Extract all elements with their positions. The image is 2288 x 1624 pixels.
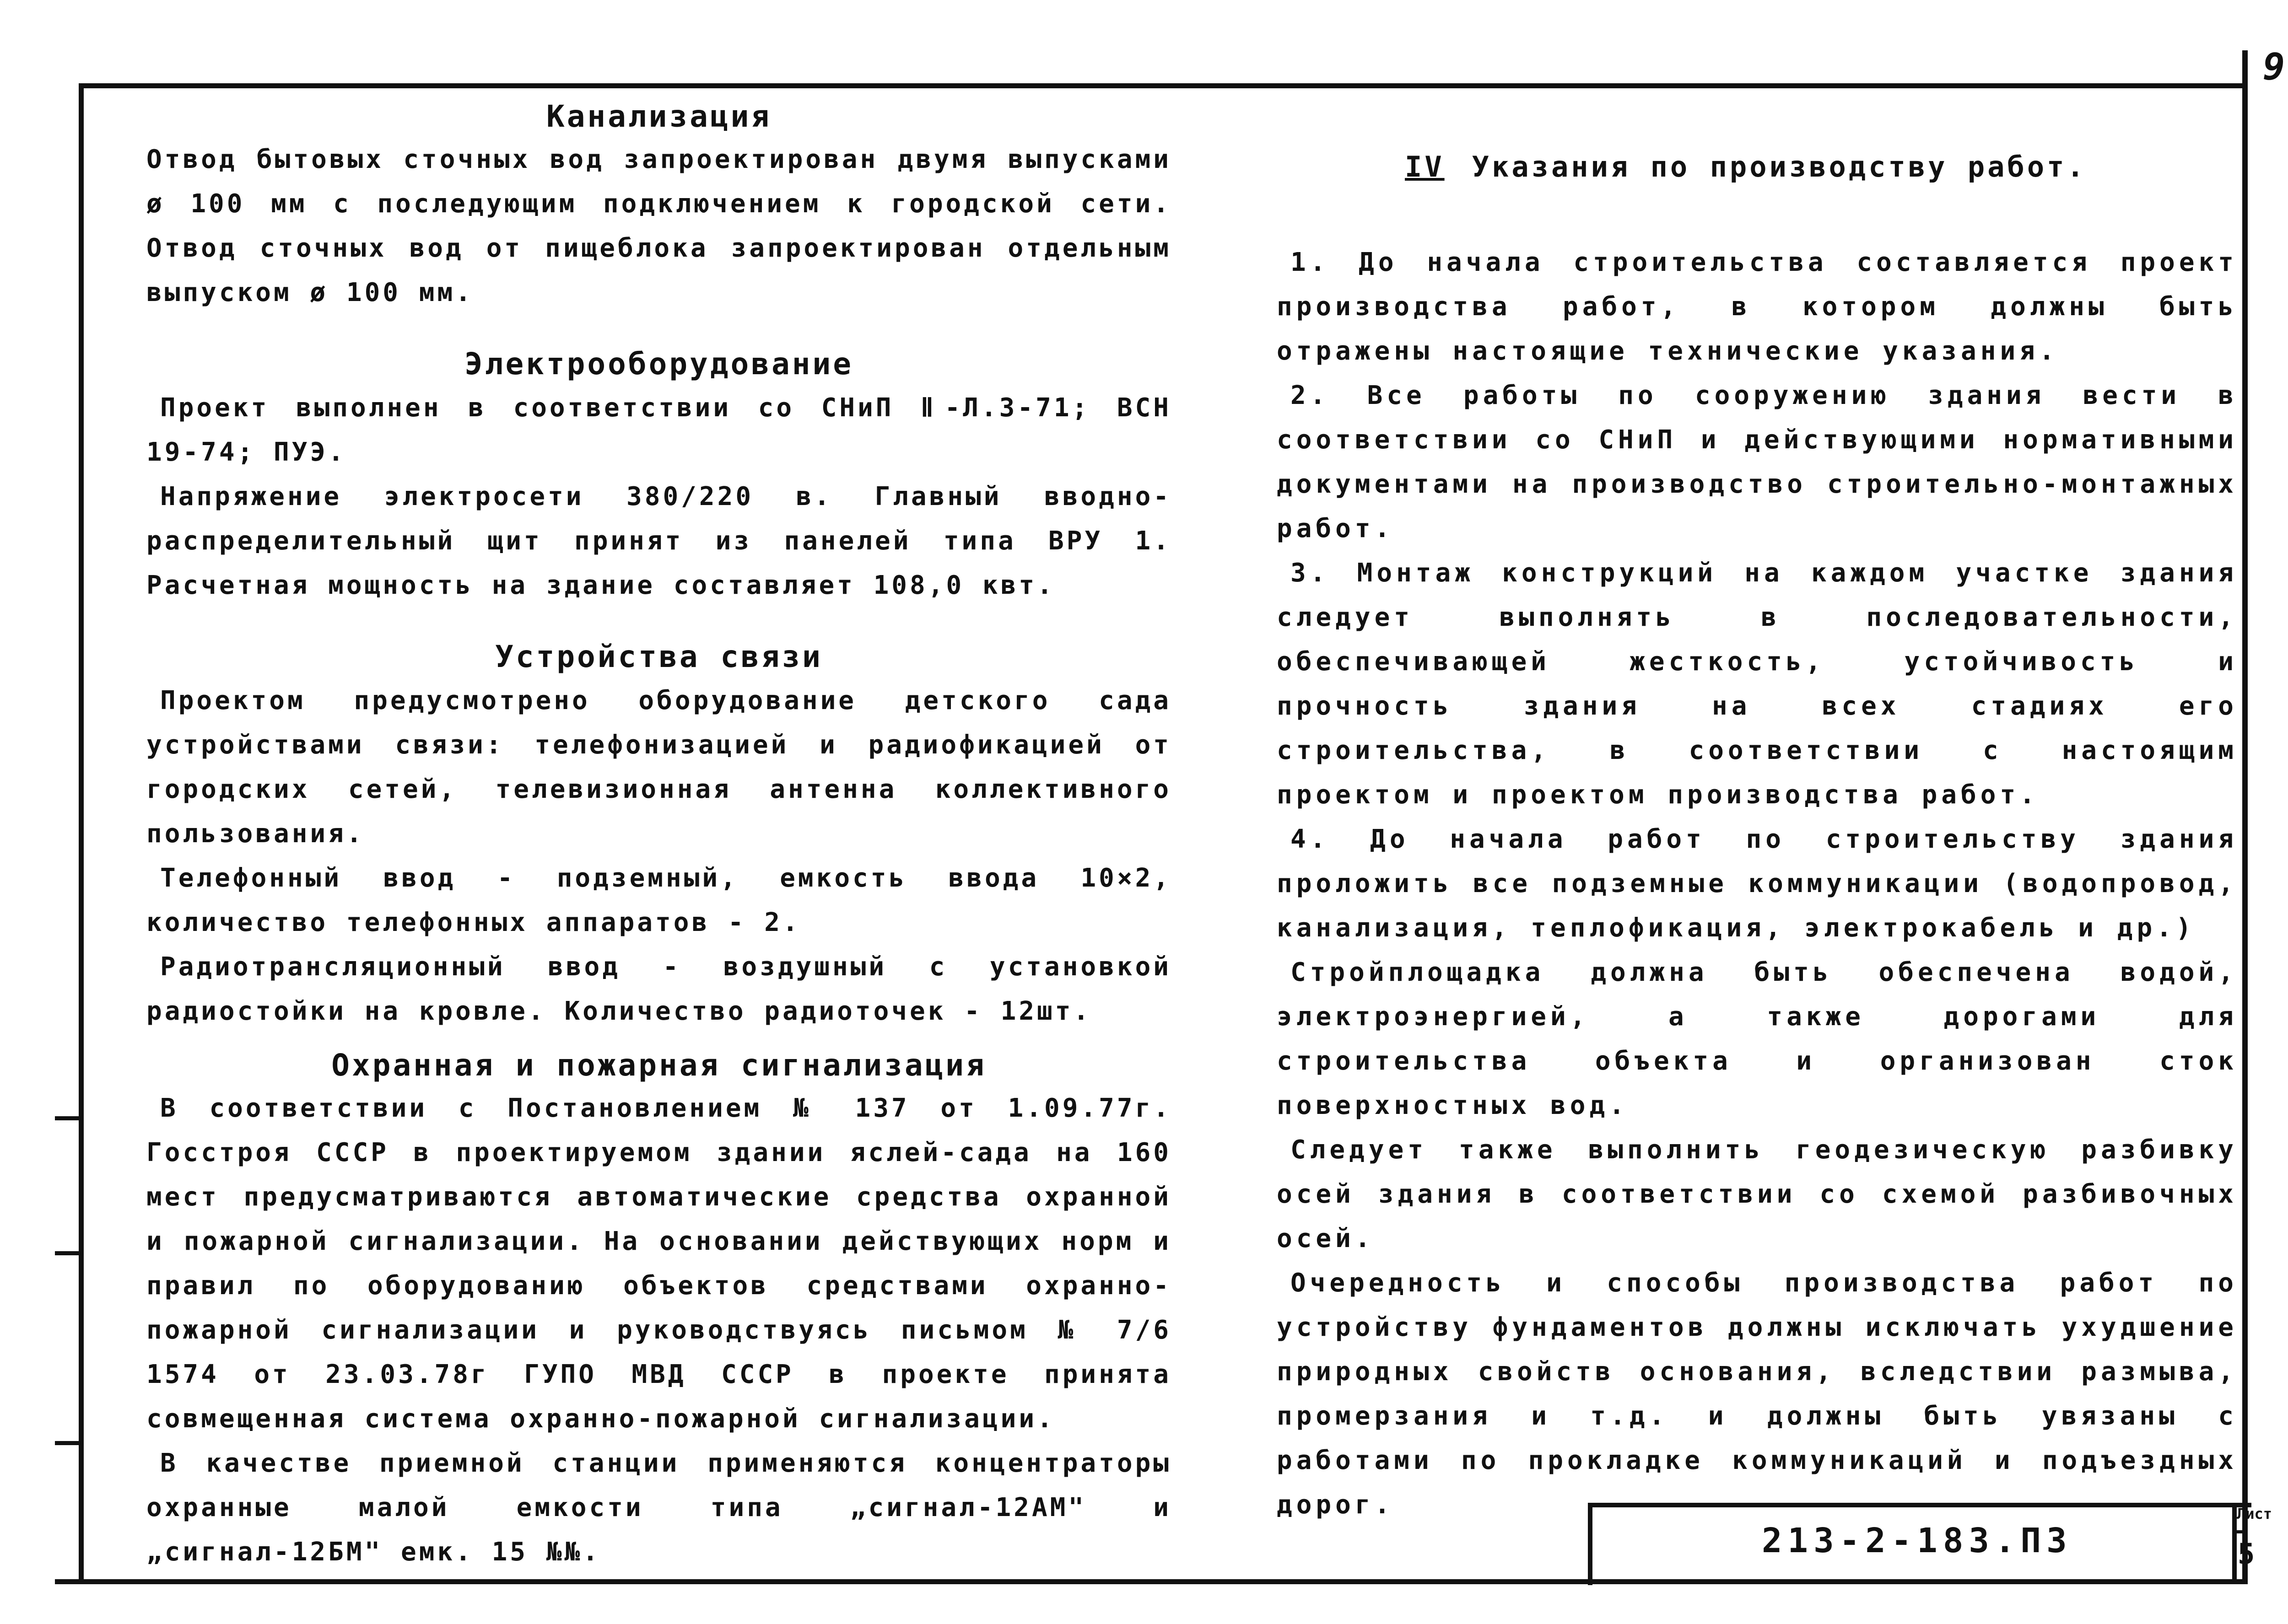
sheet-label: Лист xyxy=(2237,1505,2272,1522)
right-column xyxy=(1277,142,2238,1527)
left-column xyxy=(146,96,1171,1574)
section-heading: Устройства связи xyxy=(495,639,823,674)
sheet-cell-line xyxy=(2232,1530,2248,1533)
section-heading: Охранная и пожарная сигнализация xyxy=(331,1048,987,1083)
paragraph: Проектом предусмотрено оборудование детского сада устройствами связи: телефонизацией и радиофикацией от городских сетей, телевизионная антенна коллективного пользования. xyxy=(146,686,1171,849)
paragraph: В качестве приемной станции применяются концентраторы охранные малой емкости типа „сигнал-12АМ" и „сигнал-12БМ" емк. 15 №№. xyxy=(146,1448,1171,1567)
frame-left-border xyxy=(79,83,84,1584)
paragraph: Проект выполнен в соответствии со СНиП Ⅱ-Л.3-71; ВСН 19-74; ПУЭ. xyxy=(146,393,1171,467)
binding-tick xyxy=(55,1441,82,1445)
paragraph: Напряжение электросети 380/220 в. Главный вводно-распределительный щит принят из панелей типа ВРУ 1. Расчетная мощность на здание составляет 108,0 квт. xyxy=(146,482,1171,600)
paragraph: 3. Монтаж конструкций на каждом участке здания следует выполнять в последовательности, обеспечивающей жесткость, устойчивость и прочность здания на всех стадиях его строительства, в соответствии с настоящим проектом и проектом производства работ. xyxy=(1277,558,2238,810)
paragraph: Отвод бытовых сточных вод запроектирован двумя выпусками ø 100 мм с последующим подключением к городской сети. Отвод сточных вод от пищеблока запроектирован отдельным выпуском ø 100 мм. xyxy=(146,145,1171,307)
section-number: IV xyxy=(1405,150,1445,183)
section-sewerage xyxy=(146,96,1171,315)
paragraph: 1. До начала строительства составляется проект производства работ, в котором должны быть отражены настоящие технические указания. xyxy=(1277,247,2238,366)
paragraph: В соответствии с Постановлением № 137 от 1.09.77г. Госстроя СССР в проектируемом здании яслей-сада на 160 мест предусматриваются автоматические средства охранной и пожарной сигнализации. На основании действующих норм и правил по оборудованию объектов средствами охранно-пожарной сигнализации и руководствуясь письмом № 7/6 1574 от 23.03.78г ГУПО МВД СССР в проекте принята совмещенная система охранно-пожарной сигнализации. xyxy=(146,1093,1171,1434)
section-heading: Канализация xyxy=(546,99,772,134)
frame-top-border xyxy=(79,83,2248,88)
paragraph: Телефонный ввод - подземный, емкость ввода 10×2, количество телефонных аппаратов - 2. xyxy=(146,863,1171,937)
sheet-number: 5 xyxy=(2238,1537,2255,1570)
binding-tick xyxy=(55,1116,82,1120)
paragraph: Следует также выполнить геодезическую разбивку осей здания в соответствии со схемой разбивочных осей. xyxy=(1277,1135,2238,1253)
paragraph: Стройплощадка должна быть обеспечена водой, электроэнергией, а также дорогами для строительства объекта и организован сток поверхностных вод. xyxy=(1277,957,2238,1120)
binding-tick xyxy=(55,1251,82,1255)
paragraph: 4. До начала работ по строительству здания проложить все подземные коммуникации (водопровод, канализация, теплофикация, электрокабель и др.) xyxy=(1277,824,2238,943)
section-electrical xyxy=(146,342,1171,608)
section-title: Указания по производству работ. xyxy=(1472,150,2087,183)
sheet-cell-divider xyxy=(2232,1503,2237,1581)
section-communications xyxy=(146,635,1171,1033)
paragraph: 2. Все работы по сооружению здания вести в соответствии со СНиП и действующими нормативными документами на производство строительно-монтажных работ. xyxy=(1277,381,2238,543)
document-code: 213-2-183.ПЗ xyxy=(1762,1521,2072,1560)
frame-right-border xyxy=(2242,50,2248,1584)
paragraph: Радиотрансляционный ввод - воздушный с установкой радиостойки на кровле. Количество радиоточек - 12шт. xyxy=(146,952,1171,1026)
page-number: 9 xyxy=(2263,46,2285,88)
section-heading-iv xyxy=(1405,142,2238,192)
section-heading: Электрооборудование xyxy=(464,346,853,382)
section-alarm xyxy=(146,1045,1171,1574)
paragraph: Очередность и способы производства работ по устройству фундаментов должны исключать ухудшение природных свойств основания, вследствии размыва, промерзания и т.д. и должны быть увязаны с работами по прокладке коммуникаций и подъездных дорог. xyxy=(1277,1268,2238,1520)
